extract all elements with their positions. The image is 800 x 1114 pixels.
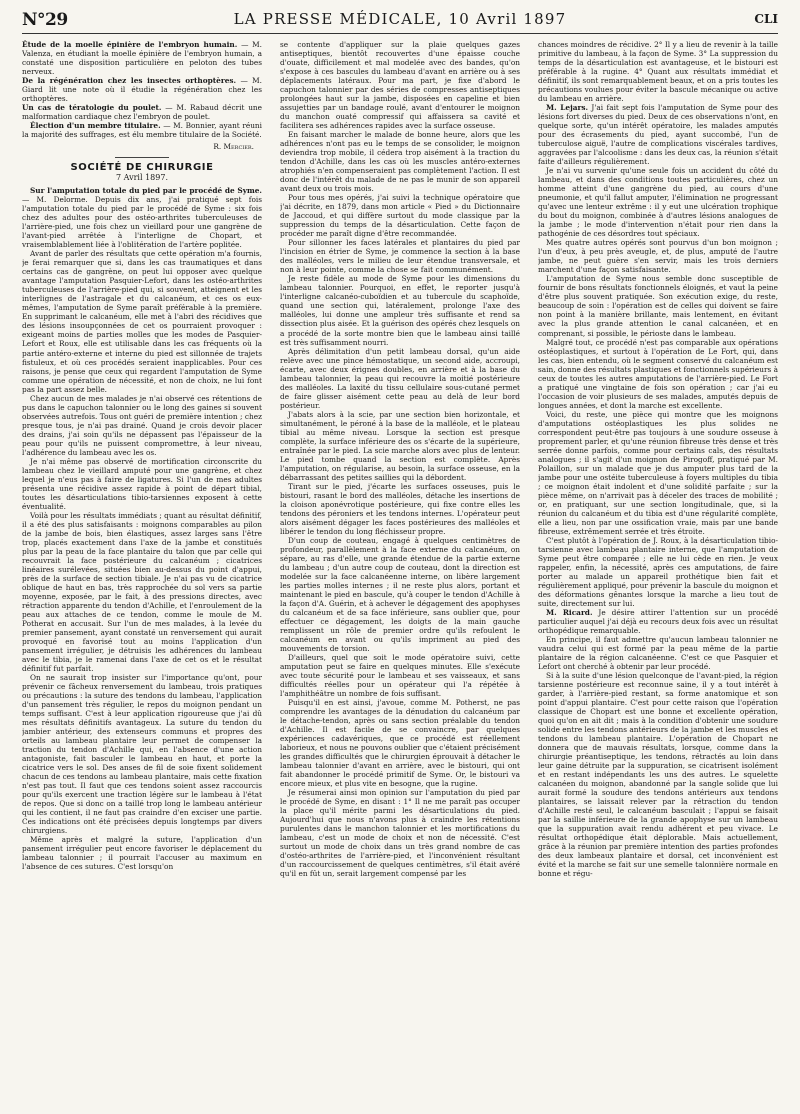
paragraph: L'amputation de Syme nous semble donc susceptible de fournir de bons résultats fonctionnels éloignés, et vaut la peine d'être plus souvent pratiquée. Son exécution exige, du reste, beaucoup de soin : l'opération est de celles qui doivent se faire non point à la manière brillante, mais lentement, en évitant avec la plus grande attention le canal calcanéen, et en comprenant, si possible, le périoste dans le lambeau. bbox=[538, 274, 778, 338]
paragraph: Malgré tout, ce procédé n'est pas comparable aux opérations ostéoplastiques, et surtout à l'opération de Le Fort, qui, dans les cas, bien entendu, où le segment conservé du calcanéum est sain, donne des résultats plastiques et fonctionnels supérieurs à ceux de toutes les autres amputations de l'arrière-pied. Le Fort a pratiqué une vingtaine de fois son opération ; car j'ai eu l'occasion de voir plusieurs de ses malades, amputés depuis de longues années, et dont la marche est excellente. bbox=[538, 337, 778, 410]
paragraph: Élection d'un membre titulaire. — M. Bonnier, ayant réuni la majorité des suffrages, est élu membre titulaire de la Société. bbox=[22, 121, 262, 140]
paragraph: Après délimitation d'un petit lambeau dorsal, qu'un aide relève avec une pince hémostatique, un second aide, accroupi, écarte, avec deux érignes doubles, en arrière et à la base du lambeau talonnier, la peau qui recouvre la moitié postérieure des malléoles. La laxité du tissu cellulaire sous-cutané permet de faire glisser aisément cette peau au delà de leur bord postérieur. bbox=[280, 346, 520, 410]
paragraph: M. Lejars. J'ai fait sept fois l'amputation de Syme pour des lésions fort diverses du pied. Deux de ces observations n'ont, en quelque sorte, qu'un intérêt opératoire, les malades amputés pour des écrasements du pied, ayant succombé, l'un de tuberculose aiguë, l'autre de complications viscérales tardives, aggravées par l'alcoolisme : dans les deux cas, la réunion s'était faite d'ailleurs régulièrement. bbox=[538, 103, 778, 167]
paragraph: Je résumerai ainsi mon opinion sur l'amputation du pied par le procédé de Syme, en disant : 1° Il ne me paraît pas occuper la place qu'il mérite parmi les désarticulations du pied. Aujourd'hui que nous n'avons plus à craindre les rétentions purulentes dans le manchon talonnier et les mortifications du lambeau, c'est un mode de choix et non de nécessité. C'est surtout un mode de choix dans un très grand nombre de cas d'ostéo-arthrites de l'arrière-pied, et l'inconvénient résultant d'un raccourcissement de quelques centimètres, s'il était avéré qu'il en fût un, serait largement compensé par les bbox=[280, 788, 520, 879]
paragraph: Sur l'amputation totale du pied par le procédé de Syme. — M. Delorme. Depuis dix ans, j'ai pratiqué sept fois l'amputation totale du pied par le procédé de Syme : six fois chez des adultes pour des ostéo-arthrites tuberculeuses de l'arrière-pied, une fois chez un vieillard pour une gangrène de l'avant-pied arrêtée à l'interligne de Chopart, et vraisemblablement liée à l'oblitération de l'artère poplitée. bbox=[22, 186, 262, 250]
paragraph: se contente d'appliquer sur la plaie quelques gazes antiseptiques, bientôt recouvertes d'une épaisse couche d'ouate, difficilement et mal modelée avec des bandes, qu'on s'expose à ces bascules du lambeau d'avant en arrière ou à ses déplacements latéraux. Pour ma part, je fixe d'abord le capuchon talonnier par des séries de compresses antiseptiques prolongées haut sur la jambe, disposées en capeline et bien assujetties par un bandage roulé, avant d'entourer le moignon du manchon ouaté compressif qui affaissera sa cavité et facilitera ses adhérences rapides avec la surface osseuse. bbox=[280, 40, 520, 131]
column-1 bbox=[22, 40, 262, 1108]
paragraph: Même après et malgré la suture, l'application d'un pansement irrégulier peut encore favoriser le déplacement du lambeau talonnier ; il pourrait l'accuser au maximum en l'absence de ces sutures. C'est lorsqu'on bbox=[22, 835, 262, 872]
journal-title: LA PRESSE MÉDICALE, 10 Avril 1897 bbox=[233, 10, 567, 28]
paragraph: En principe, il faut admettre qu'aucun lambeau talonnier ne vaudra celui qui est formé par la peau même de la partie plantaire de la région calcanéenne. C'est ce que Pasquier et Lefort ont cherché à obtenir par leur procédé. bbox=[538, 635, 778, 672]
paragraph: Chez aucun de mes malades je n'ai observé ces rétentions de pus dans le capuchon talonnier ou le long des gaines si souvent observées autrefois. Tous ont guéri de première intention ; chez presque tous, je n'ai pas drainé. Quand je crois devoir placer des drains, j'ai soin qu'ils ne dépassent pas l'épaisseur de la peau pour qu'ils ne puissent compromettre, à leur niveau, l'adhérence du lambeau avec les os. bbox=[22, 393, 262, 457]
paragraph: En faisant marcher le malade de bonne heure, alors que les adhérences n'ont pas eu le temps de se consolider, le moignon deviendra trop mobile, il cédera trop aisément à la traction du tendon d'Achille, dans les cas où les muscles antéro-externes atrophiés n'en compenseraient pas complètement l'action. Il est donc de l'intérêt du malade de ne pas le munir de son appareil avant deux ou trois mois. bbox=[280, 130, 520, 194]
header-rule bbox=[22, 33, 778, 34]
section-title: SOCIÉTÉ DE CHIRURGIE bbox=[70, 162, 214, 174]
paragraph: Étude de la moelle épinière de l'embryon humain. — M. Valenza, en étudiant la moelle épinière de l'embryon humain, a constaté une disposition particulière en peloton des tubes nerveux. bbox=[22, 40, 262, 77]
section-divider bbox=[115, 157, 169, 158]
paragraph: Puisqu'il en est ainsi, j'avoue, comme M. Potherst, ne pas comprendre les avantages de la dénudation du calcanéum par le détache-tendon, après ou sans section préalable du tendon d'Achille. Il est facile de se convaincre, par quelques expériences cadavériques, que ce procédé est réellement laborieux, et nous ne pouvons oublier que c'étaient précisément les grandes difficultés que le chirurgien éprouvait à détacher le lambeau talonnier d'avant en arrière, avec le bistouri, qui ont fait abandonner le procédé primitif de Syme. Or, le bistouri va encore mieux, et plus vite en besogne, que la rugine. bbox=[280, 698, 520, 789]
page-number: CLI bbox=[754, 12, 778, 26]
paragraph: D'un coup de couteau, engagé à quelques centimètres de profondeur, parallèlement à la face externe du calcanéum, on sépare, au ras d'elle, une grande étendue de la partie externe du lambeau ; d'un autre coup de couteau, dont la direction est modelée sur la face calcanéenne interne, on libère largement les parties molles internes ; il ne reste plus alors, portant et maintenant le pied en bascule, qu'à couper le tendon d'Achille à la façon d'A. Guérin, et à achever le dégagement des apophyses du calcanéum et de sa face inférieure, sans oublier que, pour effectuer ce dégagement, les doigts de la main gauche remplissent un rôle de premier ordre qu'ils refoulent le calcanéum en avant ou qu'ils impriment au pied des mouvements de torsion. bbox=[280, 535, 520, 654]
paragraph: On ne saurait trop insister sur l'importance qu'ont, pour prévenir ce fâcheux renversement du lambeau, trois pratiques ou précautions : la suture des tendons du lambeau, l'application d'un pansement très régulier, le repos du moignon pendant un temps suffisant. C'est à leur application rigoureuse que j'ai dû mes résultats définitifs avantageux. La suture du tendon du jambier antérieur, des extenseurs communs et propres des orteils au lambeau plantaire leur permet de compenser la traction du tendon d'Achille qui, en l'absence d'une action antagoniste, fait basculer le lambeau en haut, et porte la cicatrice vers le sol. Des anses de fil de soie fixent solidement chacun de ces tendons au lambeau plantaire, mais cette fixation n'est pas tout. Il faut que ces tendons soient assez raccourcis pour qu'ils exercent une traction légère sur le lambeau à l'état de repos. Que si donc on a taillé trop long le lambeau antérieur qui les contient, il ne faut pas craindre d'en exciser une partie. Ces indications ont été précisées depuis longtemps par divers chirurgiens. bbox=[22, 673, 262, 836]
paragraph: Je reste fidèle au mode de Syme pour les dimensions du lambeau talonnier. Pourquoi, en effet, le reporter jusqu'à l'interligne calcanéo-cuboïdien et au tubercule du scaphoïde, quand une section qui, latéralement, prolonge l'axe des malléoles, lui donne une ampleur très suffisante et rend sa dissection plus aisée. Et la guérison des opérés chez lesquels on a procédé de la sorte montre bien que le lambeau ainsi taillé est très suffisamment nourri. bbox=[280, 274, 520, 347]
column-3 bbox=[538, 40, 778, 1108]
column-2 bbox=[280, 40, 520, 1108]
paragraph: Tirant sur le pied, j'écarte les surfaces osseuses, puis le bistouri, rasant le bord des malléoles, détache les insertions de la cloison aponévrotique postérieure, qui fixe contre elles les tendons des péroniers et les tendons internes. L'opérateur peut alors aisément dégager les faces postérieures des malléoles et libérer le tendon du long fléchisseur propre. bbox=[280, 481, 520, 536]
paragraph: Je n'ai vu survenir qu'une seule fois un accident du côté du lambeau, et dans des conditions toutes particulières, chez un homme atteint d'une gangrène du pied, au cours d'une pneumonie, et qu'il fallut amputer, l'élimination ne progressant qu'avec une lenteur extrême : il y eut une ulcération trophique du bout du moignon, combinée à d'autres lésions analogues de la jambe ; le mode d'intervention n'était pour rien dans la pathogénie de ces désordres tout spéciaux. bbox=[538, 166, 778, 239]
signature: R. Mercier. bbox=[213, 142, 254, 152]
paragraph: Voilà pour les résultats immédiats ; quant au résultat définitif, il a été des plus satisfaisants : moignons comparables au pilon de la jambe de bois, bien élastiques, assez larges sans l'être trop, placés exactement dans l'axe de la jambe et constitués plus par la peau de la face plantaire du talon que par celle qui recouvrait la face postérieure du calcanéum ; cicatrices linéaires surélevées, situées bien au-dessus du point d'appui, près de la surface de section tibiale. Je n'ai pas vu de cicatrice oblique de haut en bas, très rapprochée du sol vers sa partie moyenne, exposée, par le fait, à des pressions directes, avec rétraction apparente du tendon d'Achille, et l'enroulement de la peau aux attaches de ce tendon, comme le moule de M. Potherat en accusait. Sur l'un de mes malades, à la levée du premier pansement, ayant constaté un renversement qui aurait provoqué en favorisé tout au moins l'application d'un pansement irrégulier, je détruisis les adhérences du lambeau avec le tibia, je le ramenai dans l'axe de cet os et le résultat définitif fut parfait. bbox=[22, 510, 262, 674]
paragraph: M. Ricard. Je désire attirer l'attention sur un procédé particulier auquel j'ai déjà eu recours deux fois avec un résultat orthopédique remarquable. bbox=[538, 607, 778, 636]
paragraph: De la régénération chez les insectes orthoptères. — M. Giard lit une note où il étudie la régénération chez les orthoptères. bbox=[22, 76, 262, 104]
paragraph: J'abats alors à la scie, par une section bien horizontale, et simultanément, le péroné à la base de la malléole, et le plateau tibial au même niveau. Lorsque la section est presque complète, la surface inférieure des os s'écarte de la supérieure, entraînée par le pied. La scie marche alors avec plus de lenteur. Le pied tombe quand la section est complète. Après l'amputation, on régularise, au besoin, la surface osseuse, en la débarrassant des petites saillies qui la débordent. bbox=[280, 409, 520, 482]
paragraph: Pour sillonner les faces latérales et plantaires du pied par l'incision en étrier de Syme, je commence la section à la base des malléoles, vers le milieu de leur étendue transversale, et non à leur pointe, comme la chose se fait communément. bbox=[280, 238, 520, 275]
paragraph: C'est plutôt à l'opération de J. Roux, à la désarticulation tibio-tarsienne avec lambeau plantaire interne, que l'amputation de Syme peut être comparée ; elle ne lui cède en rien. Je veux rappeler, enfin, la nécessité, après ces amputations, de faire porter au malade un appareil prothétique bien fait et régulièrement appliqué, pour prévenir la bascule du moignon et des déformations gênantes lorsque la marche a lieu tout de suite, directement sur lui. bbox=[538, 535, 778, 608]
paragraph: chances moindres de récidive. 2° Il y a lieu de revenir à la taille primitive du lambeau, à la façon de Syme. 3° La suppression du temps de la désarticulation est avantageuse, et le bistouri est préférable à la rugine. 4° Quant aux résultats immédiat et définitif, ils sont remarquablement beaux, et on a pris toutes les précautions voulues pour éviter la bascule mécanique ou active du lambeau en arrière. bbox=[538, 40, 778, 104]
paragraph: Voici, du reste, une pièce qui montre que les moignons d'amputations ostéoplastiques les plus solides ne correspondent peut-être pas toujours à une soudure osseuse à proprement parler, et qu'une réunion fibreuse très dense et très serrée donne parfois, comme pour certains cals, des résultats analogues ; il s'agit d'un moignon de Pirogoff, pratiqué par M. Polaillon, sur un malade que je dus amputer plus tard de la jambe pour une ostéite tuberculeuse à foyers multiples du tibia ; ce moignon était indolent et d'une solidité parfaite ; sur la pièce même, on n'arrivait pas à déceler des traces de mobilité ; or, en pratiquant, sur une section longitudinale, que, si la réunion du calcanéum et du tibia est d'une régularité complète, elle a lieu, non par une ossification vraie, mais par une bande fibreuse, extrêmement serrée et très étroite. bbox=[538, 409, 778, 536]
section-date: 7 Avril 1897. bbox=[116, 173, 168, 183]
issue-number: N°29 bbox=[22, 10, 68, 30]
paragraph: Pour tous mes opérés, j'ai suivi la technique opératoire que j'ai décrite, en 1879, dans mon article « Pied » du Dictionnaire de Jaccoud, et qui diffère surtout du mode classique par la suppression du temps de la désarticulation. Cette façon de procéder me paraît digne d'être recommandée. bbox=[280, 193, 520, 239]
paragraph: Je n'ai même pas observé de mortification circonscrite du lambeau chez le vieillard amputé pour une gangrène, et chez lequel je n'eus pas à faire de ligatures. Si l'un de mes adultes présenta une récidive assez rapide à point de départ tibial, toutes les désarticulations tibio-tarsiennes exposent à cette éventualité. bbox=[22, 456, 262, 511]
page-header bbox=[22, 6, 778, 36]
paragraph: Avant de parler des résultats que cette opération m'a fournis, je ferai remarquer que si, dans les cas traumatiques et dans certains cas de gangrène, on peut lui opposer avec quelque avantage l'amputation Pasquier-Lefort, dans les ostéo-arthrites tuberculeuses de l'arrière-pied qui, si souvent, atteignent et les interlignes de l'astragale et du calcanéum, et ces os eux-mêmes, l'amputation de Syme paraît préférable à la première. En supprimant le calcanéum, elle met à l'abri des récidives que des lésions insoupçonnées de cet os pourraient provoquer : exigeant moins de parties molles que les modes de Pasquier-Lefort et Roux, elle est utilisable dans les cas fréquents où la partie antéro-externe et interne du pied est sillonnée de trajets fistuleux, et où ces procédés seraient inapplicables. Pour ces raisons, je pense que ceux qui regardent l'amputation de Syme comme une opération de nécessité, et non de choix, ne lui font pas la part assez belle. bbox=[22, 249, 262, 394]
paragraph: Si à la suite d'une lésion quelconque de l'avant-pied, la région tarsienne postérieure est reconnue saine, il y a tout intérêt à garder, à l'arrière-pied restant, sa forme anatomique et son point d'appui plantaire. C'est pour cette raison que l'opération classique de Chopart est une bonne et excellente opération, quoi qu'on en ait dit ; mais à la condition d'obtenir une soudure solide entre les tendons antérieurs de la jambe et les muscles et tendons du lambeau plantaire. L'opération de Chopart ne donnera que de mauvais résultats, lorsque, comme dans la chirurgie préantiseptique, les tendons, rétractés au loin dans leur gaine détruite par la suppuration, se cicatrisent isolément et en restant indépendants les uns des autres. Le squelette calcanéen du moignon, abandonné par la sangle solide que lui aurait formé la soudure des tendons antérieurs aux tendons plantaires, se laissait relever par la rétraction du tendon d'Achille resté seul, le calcanéum basculait ; l'appui se faisait par la saillie inférieure de la grande apophyse sur un lambeau que la suppuration avait rendu adhérent et peu vivace. Le résultat orthopédique était déplorable. Mais actuellement, grâce à la réunion par première intention des parties profondes des deux lambeaux plantaire et dorsal, cet inconvénient est évité et la marche se fait sur une semelle talonnière normale en bonne et régu- bbox=[538, 671, 778, 879]
paragraph: Un cas de tératologie du poulet. — M. Rabaud décrit une malformation cardiaque chez l'embryon de poulet. bbox=[22, 103, 262, 122]
paragraph: Mes quatre autres opérés sont pourvus d'un bon moignon ; l'un d'eux, à peu près aveugle, et, de plus, amputé de l'autre jambe, ne peut guère s'en servir, mais les trois derniers marchent d'une façon satisfaisante. bbox=[538, 238, 778, 275]
paragraph: D'ailleurs, quel que soit le mode opératoire suivi, cette amputation peut se faire en quelques minutes. Elle s'exécute avec toute sécurité pour le lambeau et ses vaisseaux, et sans difficultés réelles pour un opérateur qui l'a répétée à l'amphithéâtre un nombre de fois suffisant. bbox=[280, 653, 520, 699]
